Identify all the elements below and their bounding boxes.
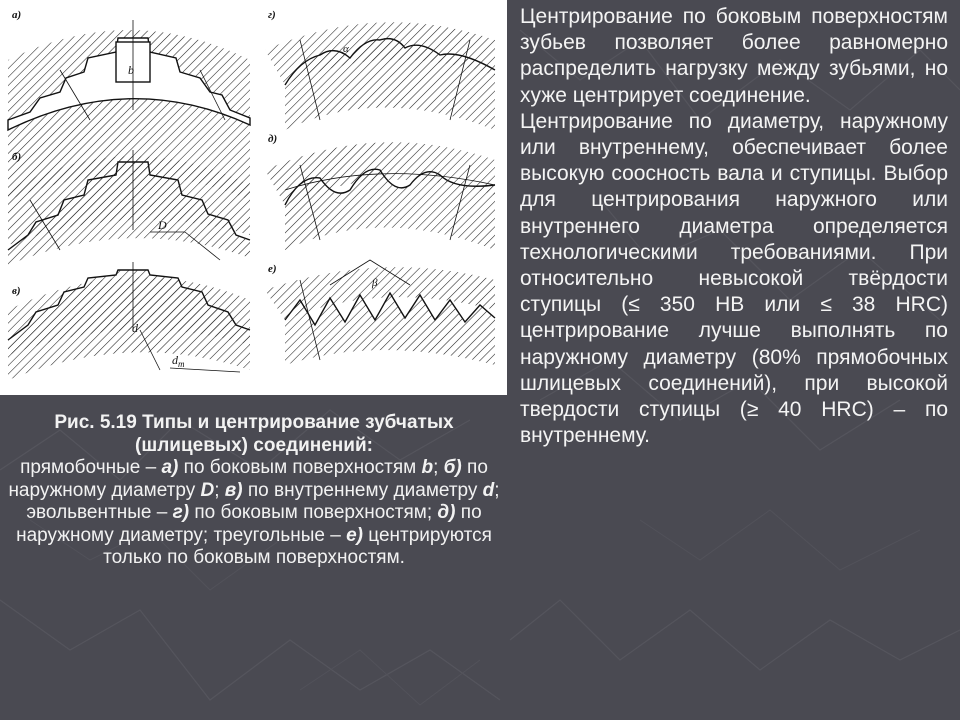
symbol-b: b (128, 63, 134, 77)
p2-part3: 38 HRC) центрирование лучше выполнять по наружному диаметру (80% прямобочных шлицевых соединений), при высокой твердости ступицы ( (520, 293, 948, 422)
caption-dash-1: – (145, 457, 157, 478)
panel-g-label: г) (268, 9, 276, 21)
caption-t4: по внутреннему диаметру (247, 479, 478, 501)
p2-part4: 40 HRC) (758, 398, 894, 422)
caption-sep-1: ; (433, 457, 439, 478)
caption-dash-3: – (330, 524, 341, 546)
caption-t7: по наружному диаметру; (16, 502, 482, 546)
caption-b: б) (443, 457, 462, 478)
caption-dash-2: – (156, 502, 168, 523)
caption-title: Рис. 5.19 Типы и центрирование зубчатых (шлицевых) соединений: (54, 412, 454, 456)
caption-t3: по наружному диаметру (8, 457, 488, 501)
caption-t2: по боковым поверхностям (183, 457, 417, 478)
panel-d-label: д) (268, 133, 278, 145)
caption-dd: д) (437, 502, 456, 523)
caption-t9: центрируются только по боковым поверхностям. (103, 524, 492, 568)
panel-a-label: а) (12, 9, 22, 21)
spline-figure (0, 0, 507, 395)
caption-d-symbol: d (482, 479, 495, 501)
p2-part2: 350 HB или (639, 293, 821, 317)
panel-e-drawing (265, 260, 495, 365)
symbol-beta: β (372, 277, 378, 289)
caption-v: в) (224, 479, 243, 501)
caption-sep-3: ; (494, 479, 500, 501)
caption-e: е) (346, 524, 364, 546)
caption-t1: прямобочные (20, 457, 141, 478)
panel-c-drawing (8, 262, 250, 380)
caption-a: а) (161, 457, 179, 478)
le-symbol-2: ≤ (820, 293, 832, 317)
caption-b-symbol: b (421, 457, 434, 478)
panel-g-drawing (265, 22, 495, 130)
p2-part1: Центрирование по диаметру, наружному или внутреннему, обеспечивает более высокую соосность вала и ступицы. Выбор для центрирования наружного или внутреннего диаметра определяется технологическими требованиями. При относительно невысокой твёрдости ступицы ( (520, 109, 948, 317)
panel-e-label: е) (268, 263, 277, 275)
paragraph-2 (520, 109, 948, 450)
paragraph-1: Центрирование по боковым поверхностям зубьев позволяет более равномерно распределить нагрузку между зубьями, но хуже центрирует соединение. (520, 5, 948, 107)
figure-caption (8, 412, 500, 570)
p2-part5: по внутреннему. (520, 398, 949, 448)
caption-sep-2: ; (214, 479, 220, 501)
main-text (520, 4, 948, 449)
caption-t6: по боковым поверхностям; (194, 502, 433, 523)
caption-t8: треугольные (213, 524, 325, 546)
symbol-dm: $d_т$ (172, 353, 185, 369)
dash-symbol: – (893, 398, 906, 422)
panel-d-drawing (265, 142, 495, 250)
le-symbol-1: ≤ (628, 293, 640, 317)
caption-t5: эвольвентные (26, 502, 152, 523)
symbol-d: d (132, 321, 138, 335)
panel-c-label: в) (12, 285, 21, 297)
symbol-alpha: α (343, 43, 349, 55)
caption-g: г) (172, 502, 190, 523)
caption-D-symbol: D (200, 479, 215, 501)
ge-symbol: ≥ (746, 398, 759, 422)
symbol-D: D (158, 218, 167, 232)
panel-b-label: б) (12, 151, 22, 163)
